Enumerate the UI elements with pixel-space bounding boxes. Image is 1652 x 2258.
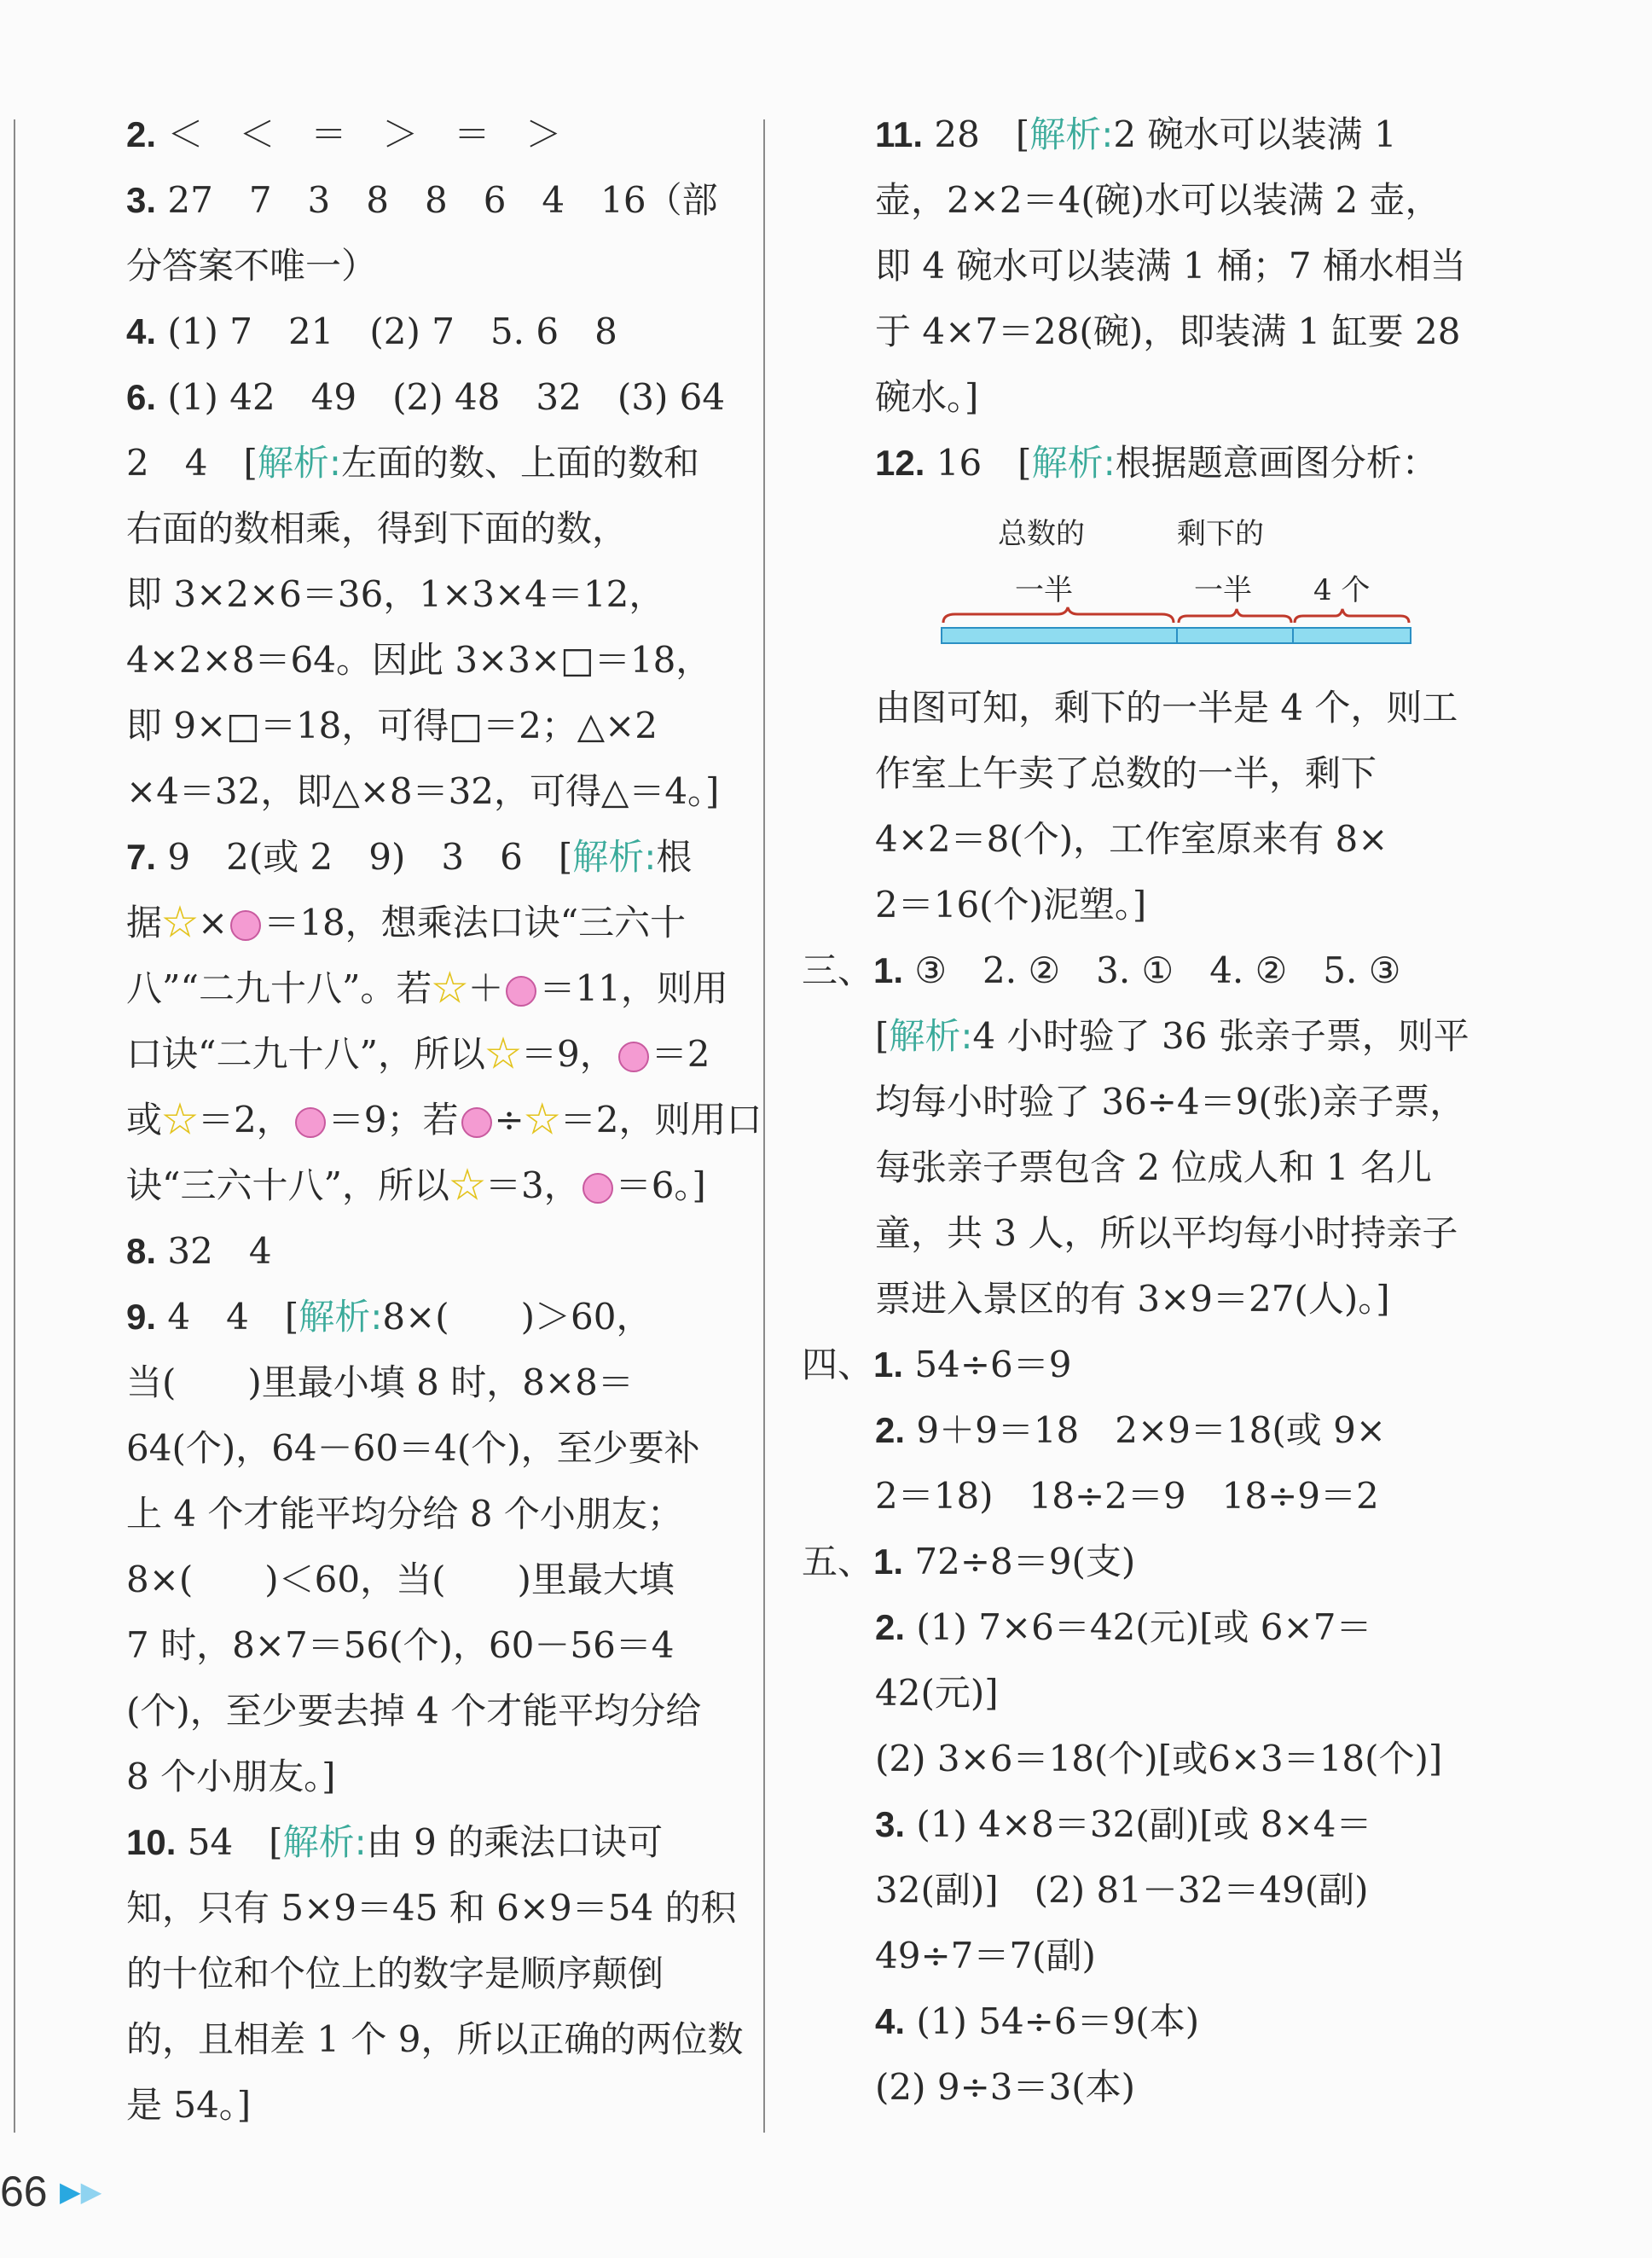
answer-line: (2) 3×6＝18(个)[或6×3＝18(个)] <box>875 1738 1443 1779</box>
answer-line: 7. 9 2(或 2 9) 3 6 [解析:根 <box>126 836 693 878</box>
answer-line: 2. 9＋9＝18 2×9＝18(或 9× <box>875 1409 1386 1451</box>
answer-line: 均每小时验了 36÷4＝9(张)亲子票， <box>875 1081 1466 1123</box>
answer-line: 童，共 3 人，所以平均每小时持亲子 <box>875 1212 1458 1254</box>
page-arrow-icon: ▶▶ <box>60 2175 102 2208</box>
answer-line: 4. (1) 7 21 (2) 7 5. 6 8 <box>126 311 617 352</box>
answer-line: 2. ＜ ＜ ＝ ＞ ＝ ＞ <box>126 113 562 155</box>
diagram-label-remain: 剩下的 <box>1177 517 1264 551</box>
answer-line: 9. 4 4 [解析:8×( )＞60， <box>126 1296 652 1338</box>
answer-line: (个)，至少要去掉 4 个才能平均分给 <box>126 1690 702 1732</box>
right-column <box>802 109 1484 2139</box>
answer-line: 2. (1) 7×6＝42(元)[或 6×7＝ <box>875 1606 1372 1648</box>
section-four: 四、1. 54÷6＝9 <box>802 1344 1072 1385</box>
answer-line: (2) 9÷3＝3(本) <box>875 2066 1135 2108</box>
answer-line: 49÷7＝7(副) <box>875 1935 1096 1976</box>
answer-line: 分答案不唯一） <box>126 245 378 287</box>
answer-line: 票进入景区的有 3×9＝27(人)。] <box>875 1278 1390 1320</box>
section-three: 三、1. ③ 2. ② 3. ① 4. ② 5. ③ <box>802 949 1401 991</box>
answer-line: 8 个小朋友。] <box>126 1756 336 1797</box>
answer-line: 4×2×8＝64。因此 3×3×□＝18， <box>126 639 712 681</box>
answer-line: 2＝16(个)泥塑。] <box>875 884 1147 926</box>
answer-line: 由图可知，剩下的一半是 4 个，则工 <box>875 687 1458 728</box>
left-column <box>126 109 762 2139</box>
answer-line: 据☆× ＝18，想乘法口诀“三六十 <box>126 902 687 943</box>
diagram-label-half: 一半 <box>1015 573 1073 607</box>
answer-line: 上 4 个才能平均分给 8 个小朋友； <box>126 1493 683 1535</box>
answer-line: 即 4 碗水可以装满 1 桶；7 桶水相当 <box>875 245 1466 287</box>
answer-line: 4. (1) 54÷6＝9(本) <box>875 2000 1200 2042</box>
answer-line: 32(副)] (2) 81－32＝49(副) <box>875 1869 1369 1911</box>
answer-line: 的，且相差 1 个 9，所以正确的两位数 <box>126 2018 744 2060</box>
answer-line: 当( )里最小填 8 时，8×8＝ <box>126 1361 634 1403</box>
answer-line: 12. 16 [解析:根据题意画图分析： <box>875 442 1438 484</box>
answer-line: 每张亲子票包含 2 位成人和 1 名儿 <box>875 1146 1432 1188</box>
brace-left <box>943 607 1174 623</box>
answer-line: 壶，2×2＝4(碗)水可以装满 2 壶， <box>875 179 1441 221</box>
answer-line: 10. 54 [解析:由 9 的乘法口诀可 <box>126 1821 664 1863</box>
answer-line: 八”“二九十八”。若☆＋ ＝11，则用 <box>126 967 728 1009</box>
answer-line: [解析:4 小时验了 36 张亲子票，则平 <box>875 1015 1469 1057</box>
answer-line: 知，只有 5×9＝45 和 6×9＝54 的积 <box>126 1887 737 1929</box>
brace-middle <box>1179 609 1291 623</box>
answer-line: 即 3×2×6＝36，1×3×4＝12， <box>126 573 665 615</box>
answer-line: 或☆＝2， ＝9；若 ÷☆＝2，则用口 <box>126 1099 762 1141</box>
page-number: 66 <box>0 2168 48 2215</box>
answer-line: 作室上午卖了总数的一半，剩下 <box>875 752 1377 794</box>
answer-line: 3. (1) 4×8＝32(副)[或 8×4＝ <box>875 1803 1372 1845</box>
brace-bar-graphic <box>938 604 1416 655</box>
answer-line: 11. 28 [解析:2 碗水可以装满 1 <box>875 113 1397 155</box>
diagram-label-four: 4 个 <box>1313 573 1371 607</box>
answer-line: 的十位和个位上的数字是顺序颠倒 <box>126 1953 664 1994</box>
answer-line: 7 时，8×7＝56(个)，60－56＝4 <box>126 1624 675 1666</box>
answer-line: 碗水。] <box>875 376 979 418</box>
answer-line: 6. (1) 42 49 (2) 48 32 (3) 64 <box>126 376 726 418</box>
answer-line: 42(元)] <box>875 1672 999 1714</box>
answer-line: 8. 32 4 <box>126 1230 272 1272</box>
answer-line: ×4＝32，即△×8＝32，可得△＝4。] <box>126 770 720 812</box>
diagram-label-half2: 一半 <box>1194 573 1252 607</box>
answer-line: 即 9×□＝18，可得□＝2；△×2 <box>126 705 658 746</box>
answer-line: 2 4 [解析:左面的数、上面的数和 <box>126 442 700 484</box>
diagram-label-total: 总数的 <box>998 517 1085 551</box>
answer-line: 于 4×7＝28(碗)，即装满 1 缸要 28 <box>875 311 1461 352</box>
brace-right <box>1295 609 1409 623</box>
answer-line: 3. 27 7 3 8 8 6 4 16（部 <box>126 179 718 221</box>
answer-line: 64(个)，64－60＝4(个)，至少要补 <box>126 1427 700 1469</box>
answer-line: 4×2＝8(个)，工作室原来有 8× <box>875 818 1388 860</box>
section-five: 五、1. 72÷8＝9(支) <box>802 1541 1136 1582</box>
answer-line: 口诀“二九十八”，所以☆＝9， ＝2 <box>126 1033 710 1075</box>
answer-line: 2＝18) 18÷2＝9 18÷9＝2 <box>875 1475 1379 1517</box>
answer-line: 右面的数相乘，得到下面的数， <box>126 508 629 549</box>
answer-line: 8×( )＜60，当( )里最大填 <box>126 1559 675 1600</box>
column-divider <box>763 119 765 2133</box>
half-diagram <box>938 510 1450 664</box>
answer-line: 诀“三六十八”，所以☆＝3， ＝6。] <box>126 1164 706 1206</box>
left-margin-rule <box>14 119 15 2133</box>
answer-line: 是 54。] <box>126 2084 252 2126</box>
